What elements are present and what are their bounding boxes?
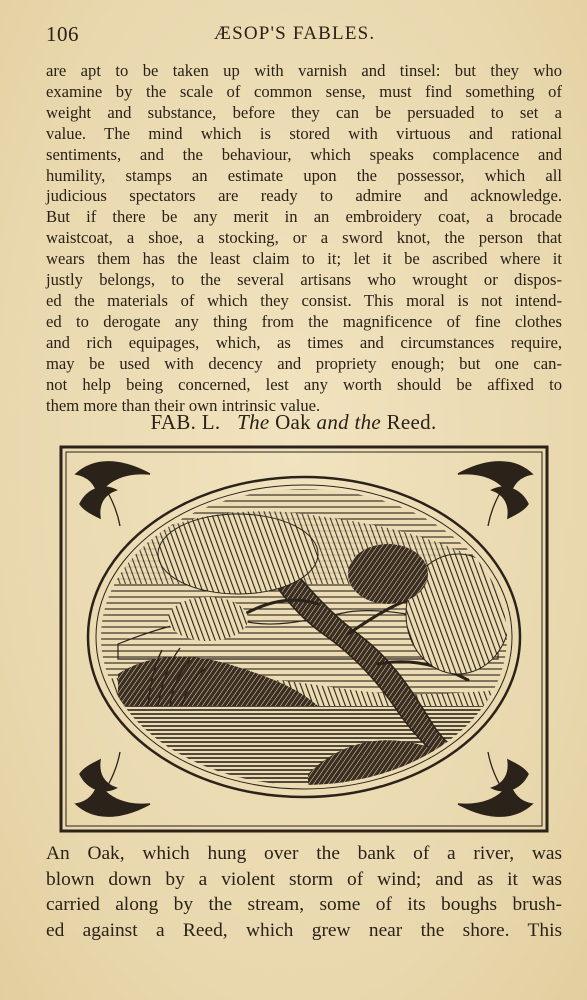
text-line: and rich equipages, which, as times and circumstances require, xyxy=(46,332,562,352)
woodcut-oak-and-reed-icon xyxy=(58,444,550,834)
text-line: ed the materials of which they consist. This moral is not intend- xyxy=(46,290,562,310)
text-line: But if there be any merit in an embroidery coat, a brocade xyxy=(46,207,562,227)
running-head: ÆSOP'S FABLES. xyxy=(214,23,376,44)
text-line: justly belongs, to the several artisans who wrought or dispos- xyxy=(46,270,562,290)
text-line: not help being concerned, lest any worth should be affixed to xyxy=(46,374,562,394)
title-word: and xyxy=(316,410,349,434)
text-line: wears them has the least claim to it; let it be ascribed where it xyxy=(46,249,562,269)
text-line: waistcoat, a shoe, a stocking, or a sword knot, the person that xyxy=(46,228,562,248)
title-word: Oak xyxy=(275,410,311,434)
fable-title xyxy=(0,410,587,435)
text-line: ed to derogate any thing from the magnificence of fine clothes xyxy=(46,311,562,331)
text-line: them more than their own intrinsic value. xyxy=(46,395,321,415)
title-word: the xyxy=(354,410,382,434)
text-line: judicious spectators are ready to admire and acknowledge. xyxy=(46,186,562,206)
text-line: sentiments, and the behaviour, which speaks complacence and xyxy=(46,144,562,164)
page-header xyxy=(46,22,566,48)
text-line: value. The mind which is stored with virtuous and rational xyxy=(46,123,562,143)
moral-paragraph xyxy=(46,61,562,416)
text-line: weight and substance, before they can be persuaded to set a xyxy=(46,102,562,122)
text-line: blown down by a violent storm of wind; and as it was xyxy=(46,868,562,890)
fable-paragraph xyxy=(46,841,562,943)
text-line: examine by the scale of common sense, must find something of xyxy=(46,81,562,101)
text-line: are apt to be taken up with varnish and tinsel: but they who xyxy=(46,61,562,80)
text-line: An Oak, which hung over the bank of a river, was xyxy=(46,843,562,864)
page-number: 106 xyxy=(46,22,79,46)
fable-number: FAB. L. xyxy=(150,410,221,434)
title-word: Reed. xyxy=(386,410,437,434)
text-line: humility, stamps an estimate upon the possessor, which all xyxy=(46,165,562,185)
text-line: ed against a Reed, which grew near the shore. This xyxy=(46,919,562,941)
text-line: carried along by the stream, some of its boughs brush- xyxy=(46,894,562,916)
title-word: The xyxy=(237,410,270,434)
text-line: may be used with decency and propriety enough; but one can- xyxy=(46,353,562,373)
